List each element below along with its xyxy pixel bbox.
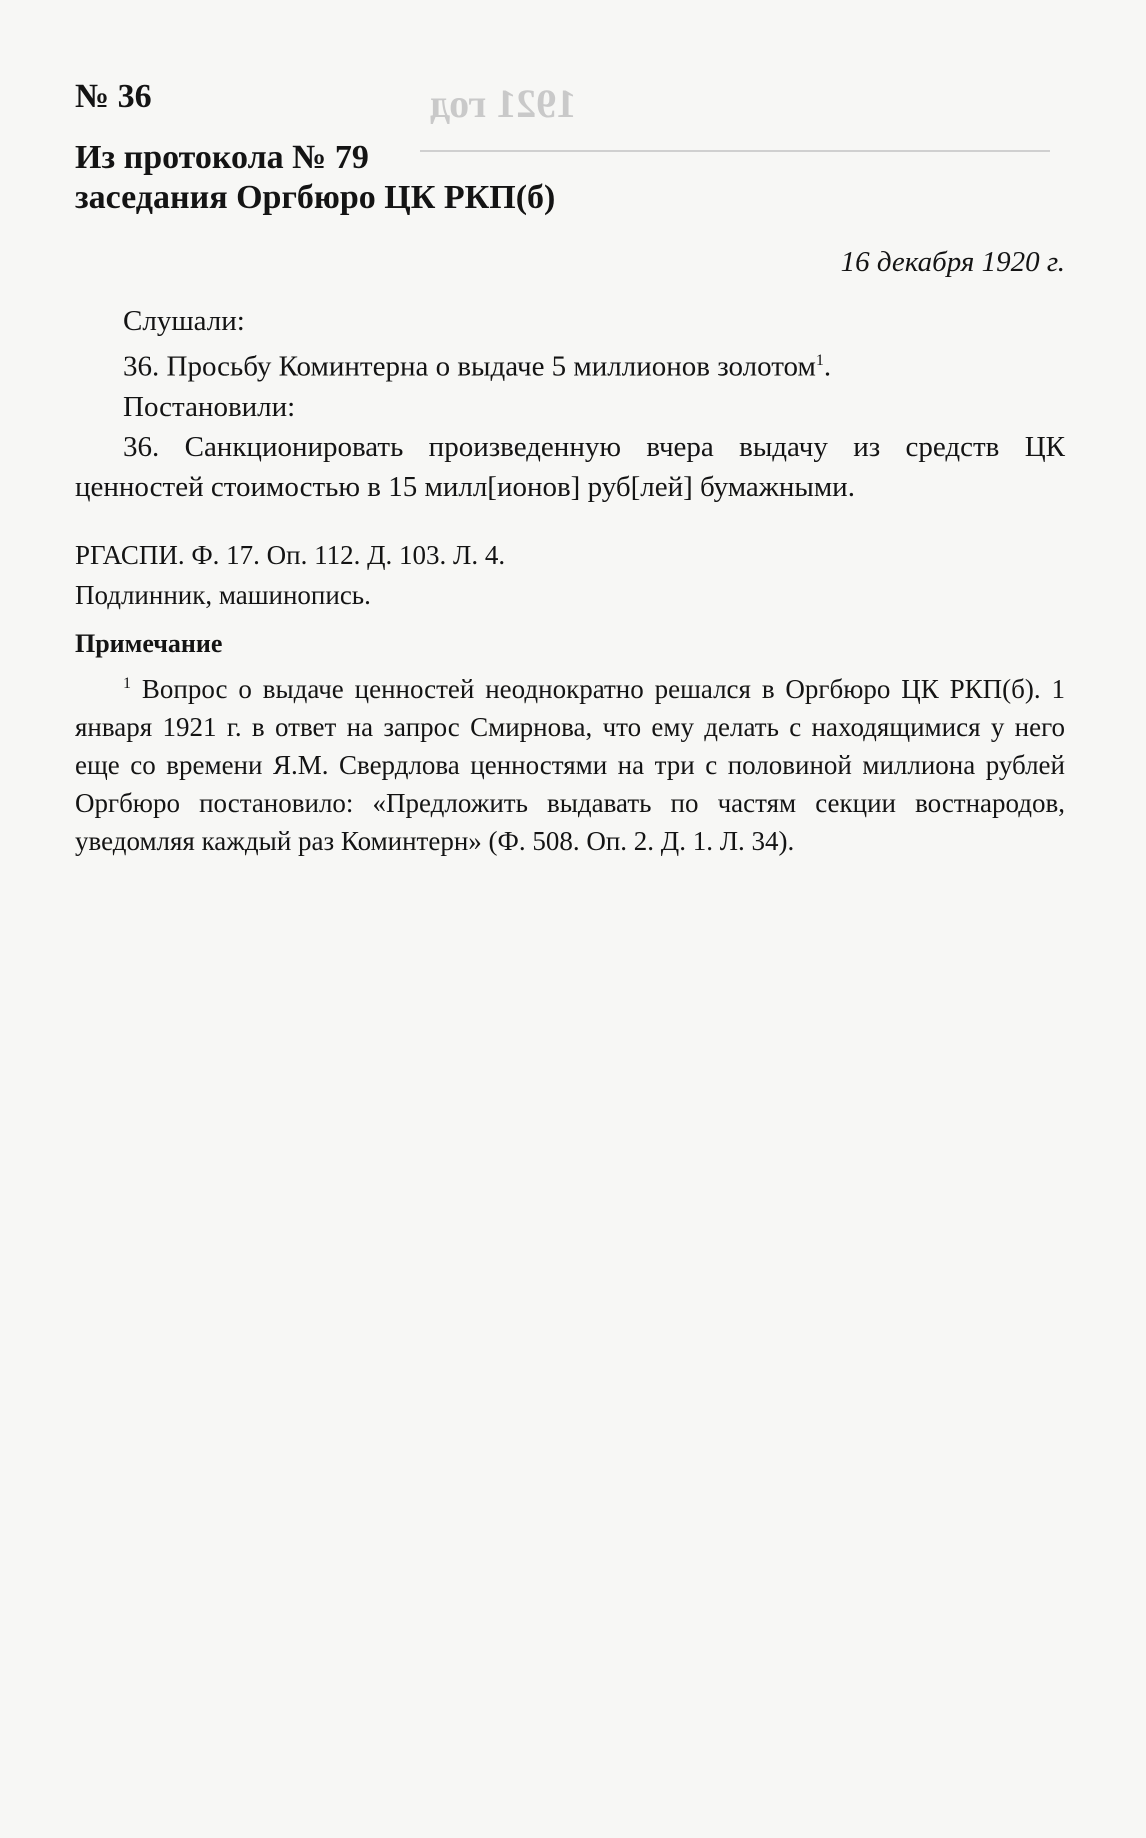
document-date: 16 декабря 1920 г. [840,246,1065,278]
footnote [75,665,1065,860]
archive-source: РГАСПИ. Ф. 17. Оп. 112. Д. 103. Л. 4. [75,539,506,570]
heard-item [75,341,1065,387]
decided-label: Постановили: [123,390,296,423]
document-page [75,78,1065,860]
bleed-through-header: 1921 год [430,81,577,126]
footnote-reference[interactable]: 1 [815,352,824,369]
note-heading: Примечание [75,628,223,658]
heard-item-text: 36. Просьбу Коминтерна о выдаче 5 миллионов золотом [123,350,816,383]
footnote-text: Вопрос о выдаче ценностей неоднократно решался в Оргбюро ЦК РКП(б). 1 января 1921 г. в ответ на запрос Смирнова, что ему делать с находящимися у него еще со времени Я.М. Свердлова ценностями на три с половиной миллиона рублей Оргбюро постановило: «Предложить выдавать по частям секции востнародов, уведомляя каждый раз Коминтерн» (Ф. 508. Оп. 2. Д. 1. Л. 34). [75,673,1065,856]
document-number: № 36 [75,78,152,115]
document-title-line1: Из протокола № 79 [75,139,369,176]
heard-item-end: . [823,350,832,383]
source-type: Подлинник, машинопись. [75,579,371,610]
document-title-line2: заседания Оргбюро ЦК РКП(б) [75,179,556,216]
heard-label: Слушали: [123,305,245,337]
decided-item: 36. Санкционировать произведенную вчера выдачу из средств ЦК ценностей стоимостью в 15 милл[ионов] руб[лей] бумажными. [75,430,1065,503]
footnote-mark: 1 [123,674,131,692]
